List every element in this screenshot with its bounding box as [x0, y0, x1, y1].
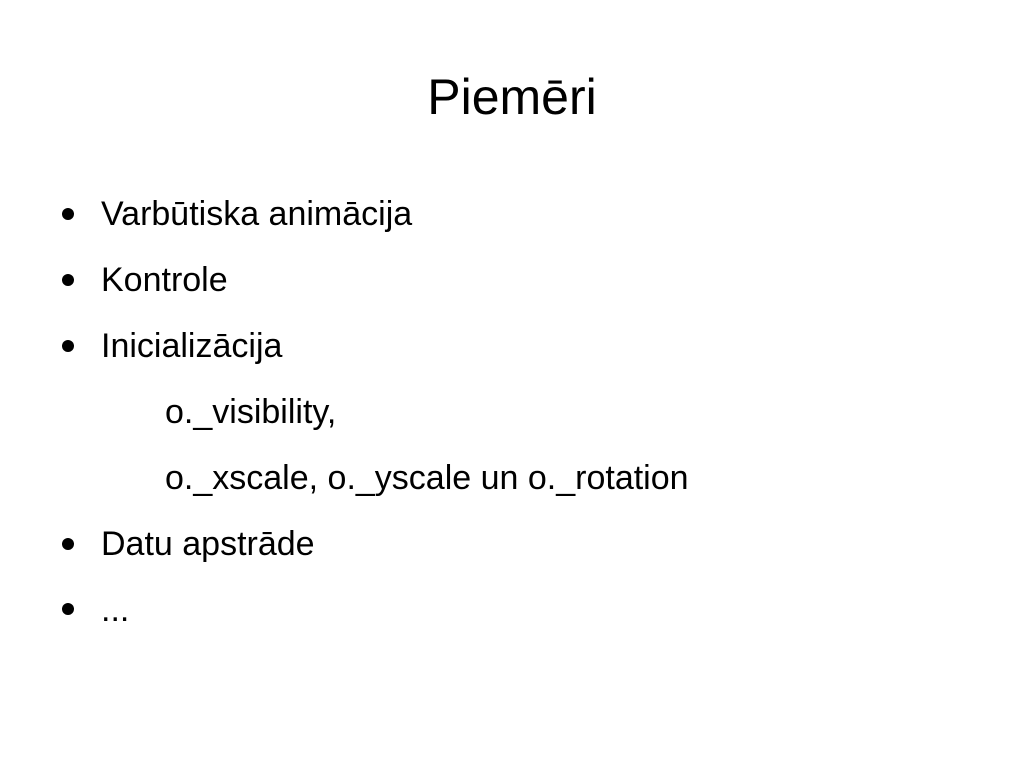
list-item-text: Kontrole	[101, 261, 228, 299]
list-item-text: Varbūtiska animācija	[101, 195, 413, 233]
list-item-text: Inicializācija	[101, 327, 283, 365]
list-item-text: ...	[101, 591, 130, 629]
slide-title: Piemēri	[427, 69, 597, 125]
bullet-dot-icon	[62, 274, 74, 286]
bullet-dot-icon	[62, 603, 74, 615]
bullet-dot-icon	[62, 340, 74, 352]
bullet-dot-icon	[62, 208, 74, 220]
list-item-text: Datu apstrāde	[101, 525, 315, 563]
bullet-dot-icon	[62, 538, 74, 550]
sub-item-text: o._visibility,	[165, 393, 337, 431]
sub-item-text: o._xscale, o._yscale un o._rotation	[165, 459, 689, 497]
